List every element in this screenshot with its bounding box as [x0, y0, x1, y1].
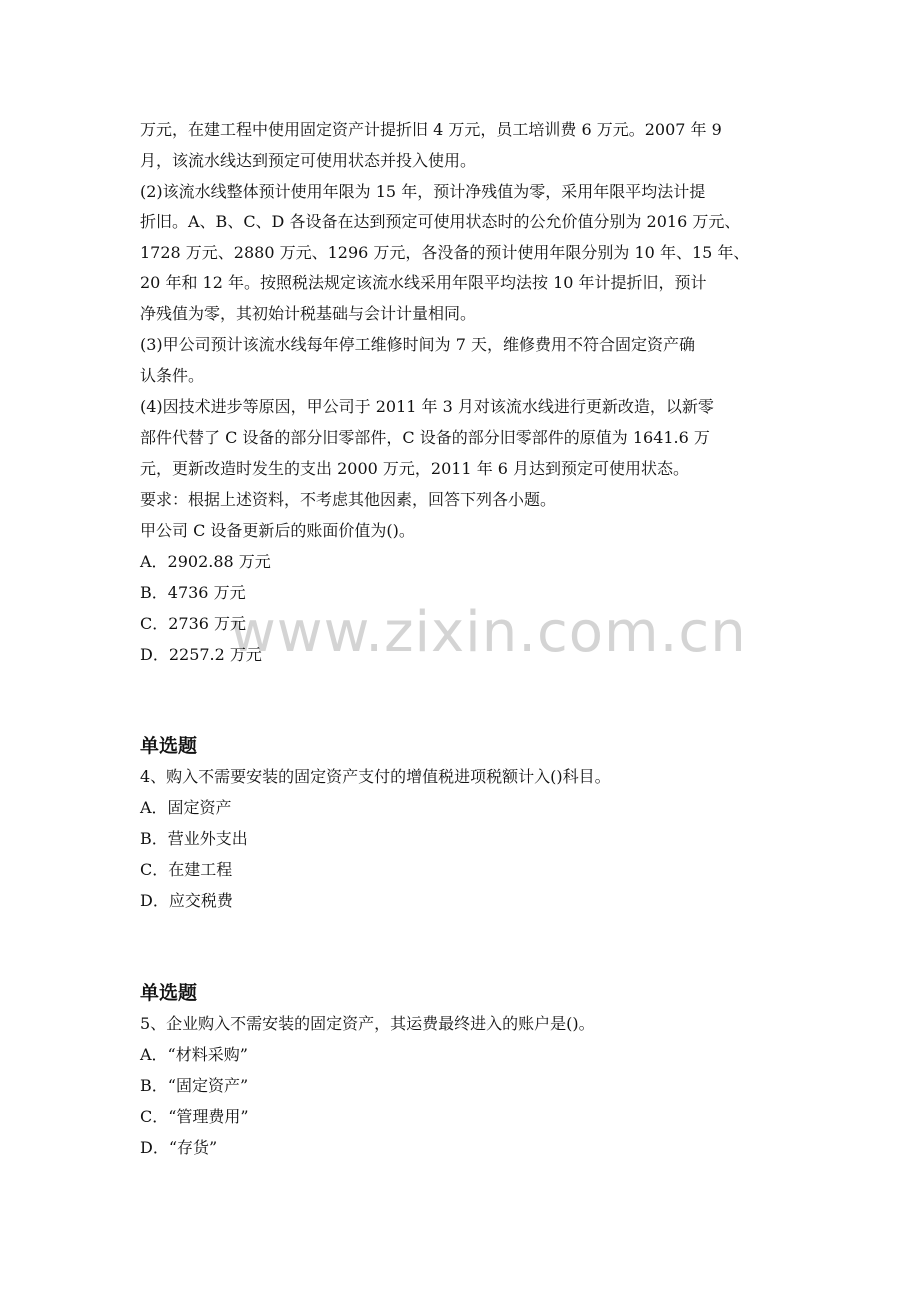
option-b: B．营业外支出: [140, 829, 248, 848]
question-3-line: 部件代替了 C 设备的部分旧零部件，C 设备的部分旧零部件的原值为 1641.6 万: [140, 428, 710, 447]
option-c: C．2736 万元: [140, 614, 247, 633]
option-b: B．“固定资产”: [140, 1076, 249, 1095]
option-c: C．在建工程: [140, 860, 233, 879]
question-3-stem: 甲公司 C 设备更新后的账面价值为()。: [140, 521, 415, 540]
question-3-line: (2)该流水线整体预计使用年限为 15 年，预计净残值为零，采用年限平均法计提: [140, 182, 706, 201]
option-c: C．“管理费用”: [140, 1107, 249, 1126]
question-3-line: 1728 万元、2880 万元、1296 万元，各没备的预计使用年限分别为 10 年、15 年、: [140, 243, 750, 262]
question-5-stem: 5、企业购入不需安装的固定资产，其运费最终进入的账户是()。: [140, 1014, 595, 1033]
option-d: D．应交税费: [140, 891, 233, 910]
question-3-line: 折旧。A、B、C、D 各设备在达到预定可使用状态时的公允价值分别为 2016 万元、: [140, 212, 741, 231]
option-a: A．2902.88 万元: [140, 552, 271, 571]
question-4-stem: 4、购入不需要安装的固定资产支付的增值税进项税额计入()科目。: [140, 767, 611, 786]
question-3-line: (4)因技术进步等原因，甲公司于 2011 年 3 月对该流水线进行更新改造，以新零: [140, 397, 714, 416]
question-3-line: 月，该流水线达到预定可使用状态并投入使用。: [140, 151, 477, 170]
question-3-line: 认条件。: [140, 366, 205, 385]
question-3-line: 万元，在建工程中使用固定资产计提折旧 4 万元，员工培训费 6 万元。2007 年 9: [140, 120, 722, 139]
question-3-line: 20 年和 12 年。按照税法规定该流水线采用年限平均法按 10 年计提折旧，预计: [140, 273, 707, 292]
question-3-line: (3)甲公司预计该流水线每年停工维修时间为 7 天，维修费用不符合固定资产确: [140, 335, 696, 354]
watermark: www.zixin.com.cn: [230, 600, 747, 665]
question-3-line: 要求：根据上述资料，不考虑其他因素，回答下列各小题。: [140, 490, 557, 509]
option-d: D．2257.2 万元: [140, 645, 262, 664]
option-a: A．固定资产: [140, 798, 232, 817]
section-heading: 单选题: [140, 982, 198, 1004]
section-heading: 单选题: [140, 735, 198, 757]
question-3-line: 净残值为零，其初始计税基础与会计计量相同。: [140, 304, 477, 323]
question-3-line: 元，更新改造时发生的支出 2000 万元，2011 年 6 月达到预定可使用状态。: [140, 459, 690, 478]
option-d: D．“存货”: [140, 1138, 218, 1157]
option-b: B．4736 万元: [140, 583, 246, 602]
option-a: A．“材料采购”: [140, 1045, 248, 1064]
